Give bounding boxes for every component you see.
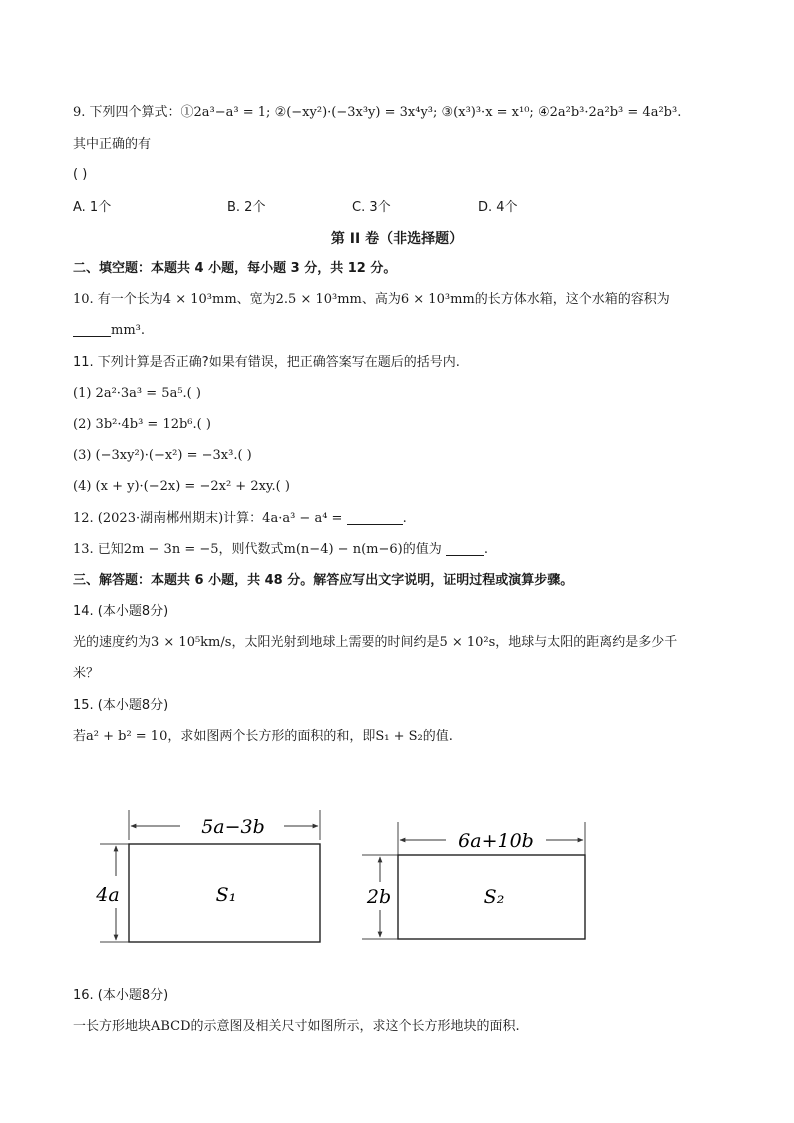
q13-text: 13. 已知2m − 3n = −5，则代数式m(n−4) − n(m−6)的值为 bbox=[73, 542, 442, 557]
q16-text: 一长方形地块ABCD的示意图及相关尺寸如图所示，求这个长方形地块的面积. bbox=[73, 1019, 520, 1034]
rect-s2-group bbox=[362, 822, 585, 939]
q15-figure bbox=[0, 800, 794, 960]
solve-header: 三、解答题：本题共 6 小题，共 48 分。解答应写出文字说明，证明过程或演算步骤。 bbox=[73, 573, 574, 588]
rect-s1-height-label: 4a bbox=[96, 884, 120, 906]
q9-option-d: D. 4个 bbox=[478, 200, 518, 215]
q11-item-1: (1) 2a²·3a³ = 5a⁵.( ) bbox=[73, 386, 201, 401]
q10-text: 10. 有一个长为4 × 10³mm、宽为2.5 × 10³mm、高为6 × 10³mm的长方体水箱，这个水箱的容积为 bbox=[73, 292, 670, 307]
q9-option-c: C. 3个 bbox=[352, 200, 391, 215]
rect-s1-area-label: S₁ bbox=[215, 884, 237, 906]
q14-label: 14. (本小题8分) bbox=[73, 604, 169, 619]
q14-text-1: 光的速度约为3 × 10⁵km/s，太阳光射到地球上需要的时间约是5 × 10²s，地球与太阳的距离约是多少千 bbox=[73, 635, 678, 650]
rect-s1-group bbox=[95, 810, 320, 942]
q11-item-4: (4) (x + y)·(−2x) = −2x² + 2xy.( ) bbox=[73, 479, 290, 494]
q9-stem: 9. 下列四个算式：①2a³−a³ = 1; ②(−xy²)·(−3x³y) = 3x⁴y³; ③(x³)³·x = x¹⁰; ④2a²b³·2a²b³ = 4a²b³. bbox=[73, 105, 682, 120]
q12-blank[interactable] bbox=[347, 524, 403, 525]
q13-end: . bbox=[483, 542, 488, 557]
rect-s2-area-label: S₂ bbox=[483, 886, 505, 908]
rect-s2-height-label: 2b bbox=[366, 886, 392, 908]
rect-s1-width-label: 5a−3b bbox=[201, 816, 265, 838]
section-2-title: 第 II 卷（非选择题） bbox=[330, 231, 464, 247]
q11-stem: 11. 下列计算是否正确?如果有错误，把正确答案写在题后的括号内. bbox=[73, 355, 460, 370]
q10-blank[interactable] bbox=[73, 336, 111, 337]
rect-s2-width-label: 6a+10b bbox=[458, 830, 534, 852]
q9-option-b: B. 2个 bbox=[227, 200, 266, 215]
q12-line bbox=[73, 510, 407, 528]
q14-text-2: 米？ bbox=[73, 666, 100, 681]
q9-option-a: A. 1个 bbox=[73, 200, 112, 215]
q12-end: . bbox=[402, 511, 407, 526]
fill-in-header: 二、填空题：本题共 4 小题，每小题 3 分，共 12 分。 bbox=[73, 261, 397, 276]
q15-label: 15. (本小题8分) bbox=[73, 698, 169, 713]
q13-blank[interactable] bbox=[446, 555, 484, 556]
q12-text: 12. (2023·湖南郴州期末)计算：4a·a³ − a⁴ = bbox=[73, 511, 343, 526]
q16-label: 16. (本小题8分) bbox=[73, 988, 169, 1003]
q9-answer-paren: ( ) bbox=[73, 167, 88, 182]
q15-text: 若a² + b² = 10，求如图两个长方形的面积的和，即S₁ + S₂的值. bbox=[73, 729, 453, 744]
q11-item-3: (3) (−3xy²)·(−x²) = −3x³.( ) bbox=[73, 448, 252, 463]
q13-line bbox=[73, 541, 488, 559]
q10-answer-line bbox=[73, 322, 145, 340]
q9-stem-2: 其中正确的有 bbox=[73, 137, 152, 152]
q11-item-2: (2) 3b²·4b³ = 12b⁶.( ) bbox=[73, 417, 211, 432]
q10-unit: mm³. bbox=[111, 323, 145, 338]
